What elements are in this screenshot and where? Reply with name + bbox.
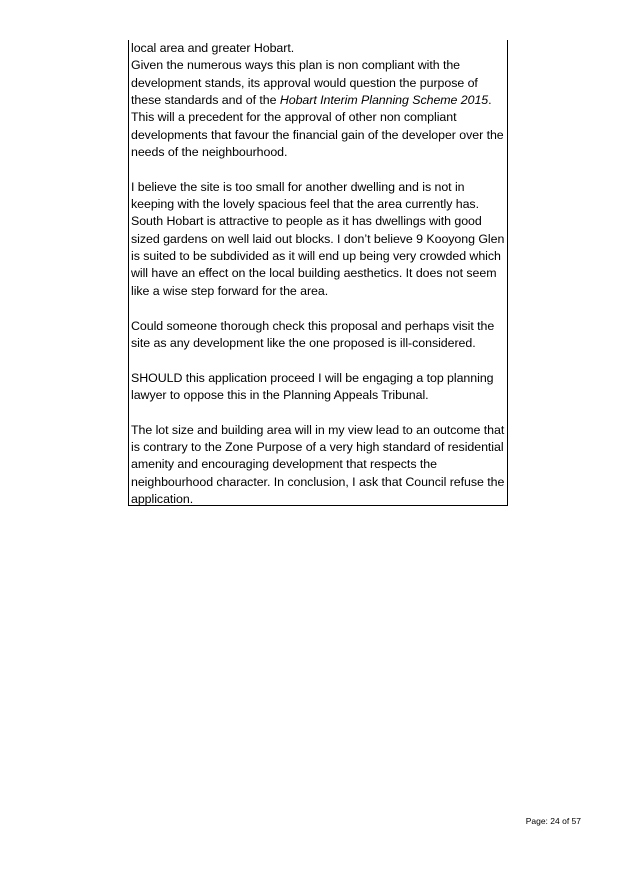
- paragraph-p3: [131, 179, 509, 300]
- paragraph-text: SHOULD this application proceed I will be engaging a top planning lawyer to oppose this in the Planning Appeals Tribunal.: [131, 370, 494, 402]
- paragraph-text: Given the numerous ways this plan is non compliant with the development stands, its approval would question the purpose of these standards and of the: [131, 58, 478, 108]
- paragraph-text: local area and greater Hobart.: [131, 41, 295, 55]
- italic-reference: Hobart Interim Planning Scheme 2015: [279, 93, 489, 108]
- submission-body: [131, 40, 509, 508]
- page-number: Page: 24 of 57: [525, 816, 581, 826]
- paragraph-text: . This will a precedent for the approval of other non compliant developments that favour the financial gain of the developer over the needs of the neighbourhood.: [131, 93, 504, 160]
- paragraph-p1: [131, 40, 509, 57]
- paragraph-text: The lot size and building area will in my view lead to an outcome that is contrary to the Zone Purpose of a very high standard of residential amenity and encouraging development that respects the neighbourhood character. In conclusion, I ask that Council refuse the application.: [131, 422, 505, 506]
- paragraph-p2: [131, 57, 509, 161]
- paragraph-p5: [131, 370, 509, 405]
- paragraph-p6: [131, 422, 509, 509]
- paragraph-text: I believe the site is too small for another dwelling and is not in keeping with the lovely spacious feel that the area currently has. South Hobart is attractive to people as it has dwellings with good sized gardens on well laid out blocks. I don’t believe 9 Kooyong Glen is suited to be subdivided as it will end up being very crowded which will have an effect on the local building aesthetics. It does not seem like a wise step forward for the area.: [131, 179, 505, 298]
- submission-text-box: [128, 40, 508, 506]
- paragraph-p4: [131, 318, 509, 353]
- paragraph-text: Could someone thorough check this proposal and perhaps visit the site as any development like the one proposed is ill-considered.: [131, 318, 495, 350]
